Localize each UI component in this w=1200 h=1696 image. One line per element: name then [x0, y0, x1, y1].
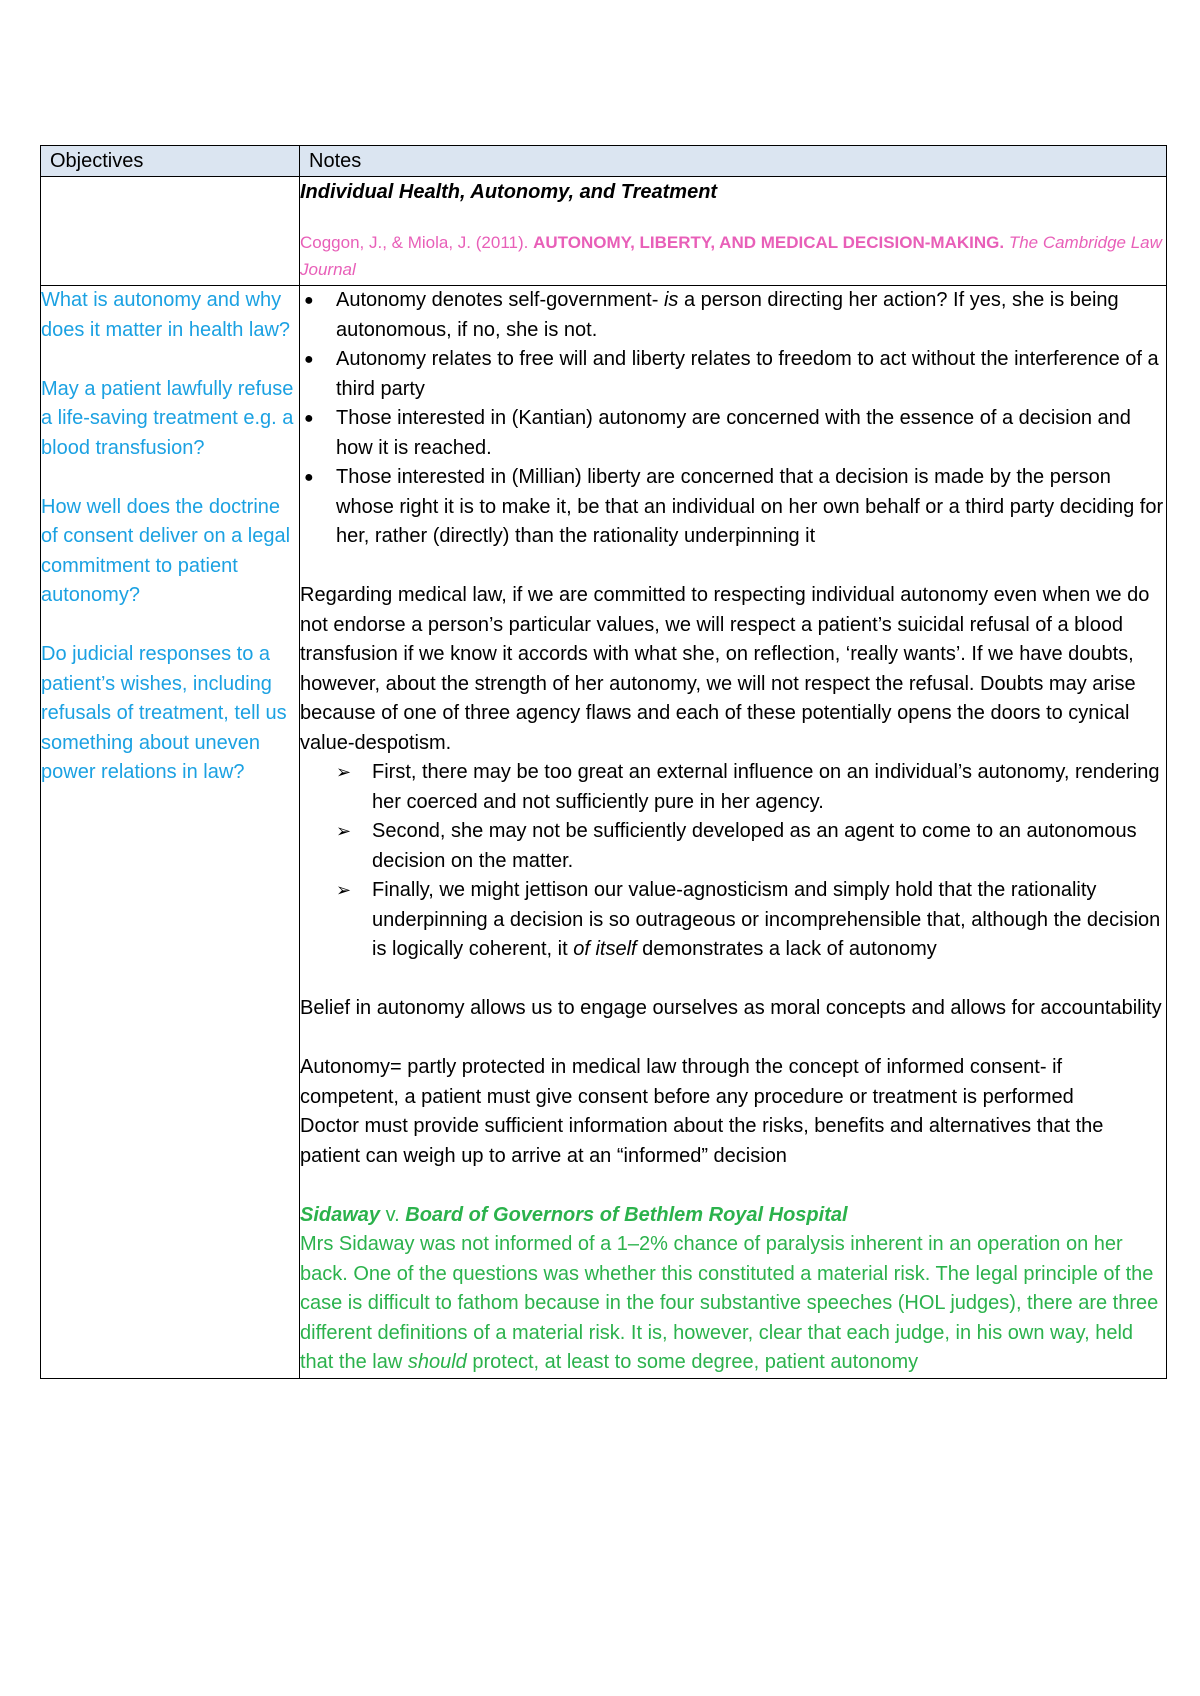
bullet-dot-icon: ●	[304, 351, 314, 368]
title-cell	[300, 177, 1167, 286]
notes-header: Notes	[300, 146, 1167, 177]
bullet-dot-icon: ●	[304, 410, 314, 427]
bullet-item: ● Autonomy relates to free will and liberty relates to freedom to act without the interference of a third party	[300, 345, 1166, 404]
objectives-cell	[41, 286, 300, 1379]
regarding-paragraph: Regarding medical law, if we are committed to respecting individual autonomy even when we do not endorse a person’s particular values, we will respect a patient’s suicidal refusal of a blood transfusion if we know it accords with what she, on reflection, ‘really wants’. If we have doubts, however, about the strength of her autonomy, we will not respect the refusal. Doubts may arise because of one of three agency flaws and each of these potentially opens the doors to cynical value-despotism.	[300, 584, 1150, 754]
arrow-bullet-icon: ➢	[336, 821, 352, 841]
doctor-paragraph: Doctor must provide sufficient information about the risks, benefits and alternatives that the patient can weigh up to arrive at an “informed” decision	[300, 1115, 1104, 1167]
title-row	[41, 177, 1167, 286]
notes-cell	[300, 286, 1167, 1379]
bullet-dot-icon: ●	[304, 469, 314, 486]
citation-authors: Coggon, J., & Miola, J. (2011).	[300, 233, 529, 252]
objective-question-1: What is autonomy and why does it matter in health law?	[41, 289, 291, 341]
bullet-item: ● Autonomy denotes self-government- is a person directing her action? If yes, she is being autonomous, if no, she is not.	[300, 286, 1166, 345]
bullet-item: ● Those interested in (Kantian) autonomy are concerned with the essence of a decision and how it is reached.	[300, 404, 1166, 463]
bullet-list	[300, 286, 1166, 552]
citation	[300, 229, 1166, 283]
objectives-header: Objectives	[41, 146, 300, 177]
table-header-row	[41, 146, 1167, 177]
flaw-item: ➢ Second, she may not be sufficiently developed as an agent to come to an autonomous decision on the matter.	[336, 817, 1166, 876]
arrow-bullet-icon: ➢	[336, 880, 352, 900]
citation-journal: The Cambridge Law Journal	[300, 233, 1162, 279]
case-summary: Mrs Sidaway was not informed of a 1–2% chance of paralysis inherent in an operation on her back. One of the questions was whether this constituted a material risk. The legal principle of the case is difficult to fathom because in the four substantive speeches (HOL judges), there are three different definitions of a material risk. It is, however, clear that each judge, in his own way, held that the law should protect, at least to some degree, patient autonomy	[300, 1233, 1159, 1373]
agency-flaws-list	[300, 758, 1166, 965]
empty-objectives-cell	[41, 177, 300, 286]
arrow-bullet-icon: ➢	[336, 762, 352, 782]
objective-question-3: How well does the doctrine of consent deliver on a legal commitment to patient autonomy?	[41, 495, 291, 606]
flaw-item: ➢ Finally, we might jettison our value-agnosticism and simply hold that the rationality underpinning a decision is so outrageous or incomprehensible that, although the decision is logically coherent, it of itself demonstrates a lack of autonomy	[336, 876, 1166, 965]
content-row	[41, 286, 1167, 1379]
objective-question-4: Do judicial responses to a patient’s wishes, including refusals of treatment, tell us something about uneven power relations in law?	[41, 643, 287, 783]
belief-paragraph: Belief in autonomy allows us to engage ourselves as moral concepts and allows for accountability	[300, 997, 1162, 1019]
bullet-item: ● Those interested in (Millian) liberty are concerned that a decision is made by the person whose right it is to make it, be that an individual on her own behalf or a third party deciding for her, rather (directly) than the rationality underpinning it	[300, 463, 1166, 552]
case-title: Sidaway v. Board of Governors of Bethlem Royal Hospital	[300, 1203, 848, 1226]
citation-title: AUTONOMY, LIBERTY, AND MEDICAL DECISION-MAKING.	[533, 233, 1005, 252]
informed-consent-paragraph: Autonomy= partly protected in medical law through the concept of informed consent- if competent, a patient must give consent before any procedure or treatment is performed	[300, 1056, 1074, 1108]
notes-table	[40, 145, 1167, 1379]
bullet-dot-icon: ●	[304, 292, 314, 309]
topic-title: Individual Health, Autonomy, and Treatment	[300, 181, 718, 203]
flaw-item: ➢ First, there may be too great an external influence on an individual’s autonomy, rendering her coerced and not sufficiently pure in her agency.	[336, 758, 1166, 817]
objective-question-2: May a patient lawfully refuse a life-saving treatment e.g. a blood transfusion?	[41, 377, 294, 459]
